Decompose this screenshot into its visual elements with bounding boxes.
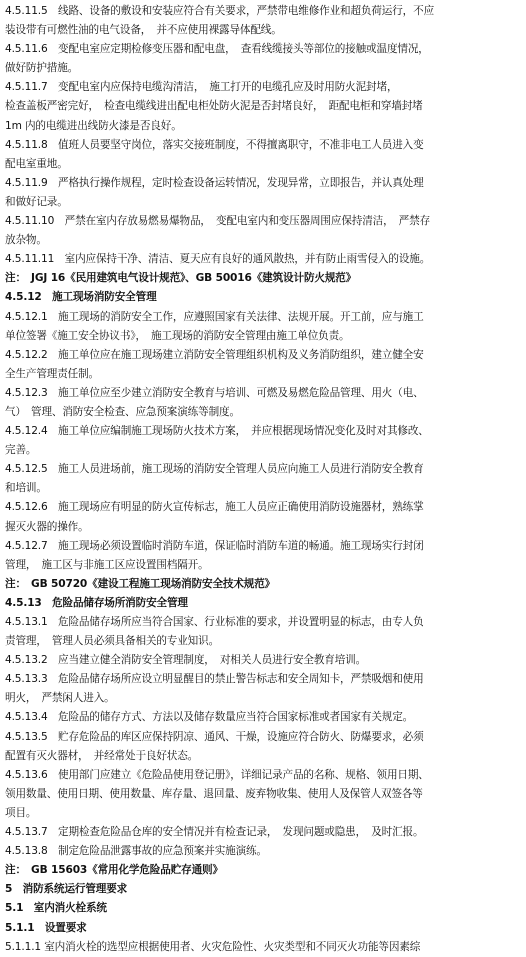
text-line: 4.5.11.8 值班人员要坚守岗位，落实交接班制度，不得擅离职守，不准非电工人员进入变 [5,138,424,151]
section-heading: 注： JGJ 16《民用建筑电气设计规范》、GB 50016《建筑设计防火规范》 [5,272,357,285]
text-line: 完善。 [5,444,37,457]
section-heading: 5.1.1 设置要求 [5,921,87,934]
text-line: 4.5.11.6 变配电室应定期检修变压器和配电盘， 查看线缆接头等部位的接触或温度情况， [5,43,429,56]
text-line: 明火， 严禁闲人进入。 [5,692,115,705]
text-line: 单位签署《施工安全协议书》， 施工现场的消防安全管理由施工单位负责。 [5,329,350,342]
text-line: 配电室重地。 [5,157,68,170]
text-line: 4.5.11.5 线路、设备的敷设和安装应符合有关要求，严禁带电维修作业和超负荷运行，不应 [5,5,435,17]
text-line: 和培训。 [5,482,47,495]
text-line: 配置有灭火器材， 并经常处于良好状态。 [5,749,199,762]
text-line: 全生产管理责任制。 [5,367,99,380]
text-line: 4.5.12.3 施工单位应至少建立消防安全教育与培训、可燃及易燃危险品管理、用火（电、 [5,386,424,399]
text-line: 管理， 施工区与非施工区应设置围档隔开。 [5,558,209,571]
section-heading: 注： GB 50720《建设工程施工现场消防安全技术规范》 [5,577,276,590]
text-line: 4.5.13.7 定期检查危险品仓库的安全情况并有检查记录， 发现问题或隐患， 及时汇报。 [5,826,424,839]
text-line: 握灭火器的操作。 [5,520,89,533]
text-line: 4.5.13.2 应当建立健全消防安全管理制度， 对相关人员进行安全教育培训。 [5,654,367,667]
section-heading: 注： GB 15603《常用化学危险品贮存通则》 [5,864,223,877]
text-line: 4.5.13.6 使用部门应建立《危险品使用登记册》，详细记录产品的名称、规格、领用日期、 [5,768,429,781]
text-line: 4.5.13.8 制定危险品泄露事故的应急预案并实施演练。 [5,845,267,858]
text-line: 领用数量、使用日期、使用数量、库存量、退回量、废弃物收集、使用人及保管人双签各等 [5,787,423,800]
section-heading: 5 消防系统运行管理要求 [5,883,128,896]
text-line: 4.5.13.4 危险品的储存方式、方法以及储存数量应当符合国家标准或者国家有关规定。 [5,711,414,724]
section-heading: 4.5.13 危险品储存场所消防安全管理 [5,596,188,609]
text-line: 5.1.1.1 室内消火栓的选型应根据使用者、火灾危险性、火灾类型和不同灭火功能等因素综 [5,940,421,953]
text-line: 4.5.12.6 施工现场应有明显的防火宣传标志，施工人员应正确使用消防设施器材，熟练掌 [5,501,424,514]
text-line: 4.5.11.7 变配电室内应保持电缆沟清洁， 施工打开的电缆孔应及时用防火泥封堵， [5,81,398,94]
text-line: 责管理， 管理人员必须具备相关的专业知识。 [5,635,220,648]
text-line: 4.5.13.3 危险品储存场所应设立明显醒目的禁止警告标志和安全周知卡，严禁吸烟和使用 [5,673,424,686]
text-line: 4.5.11.9 严格执行操作规程，定时检查设备运转情况，发现异常，立即报告，并认真处理 [5,176,424,189]
text-line: 气） 管理、消防安全检查、应急预案演练等制度。 [5,405,240,418]
text-line: 1m 内的电缆进出线防火漆是否良好。 [5,119,182,132]
text-line: 4.5.12.7 施工现场必须设置临时消防车道，保证临时消防车道的畅通。施工现场实行封闭 [5,539,424,552]
text-line: 装设带有可燃性油的电气设备， 并不应使用裸露导体配线。 [5,24,282,37]
text-line: 放杂物。 [5,234,47,247]
text-line: 项目。 [5,806,37,819]
text-line: 4.5.11.10 严禁在室内存放易燃易爆物品， 变配电室内和变压器周围应保持清洁， 严禁存 [5,215,431,228]
text-line: 和做好记录。 [5,195,68,208]
text-line: 4.5.12.2 施工单位应在施工现场建立消防安全管理组织机构及义务消防组织，建立健全安 [5,348,424,361]
text-line: 4.5.12.5 施工人员进场前，施工现场的消防安全管理人员应向施工人员进行消防安全教育 [5,463,424,476]
text-line: 检查盖板严密完好， 检查电缆线进出配电柜处防火泥是否封堵良好， 距配电柜和穿墙封堵 [5,100,423,113]
section-heading: 5.1 室内消火栓系统 [5,902,107,915]
text-line: 4.5.12.4 施工单位应编制施工现场防火技术方案， 并应根据现场情况变化及时对其修改、 [5,425,429,438]
text-line: 4.5.11.11 室内应保持干净、清洁、夏天应有良好的通风散热，并有防止雨雪侵入的设施。 [5,253,431,266]
text-line: 4.5.13.1 危险品储存场所应当符合国家、行业标准的要求，并设置明显的标志，由专人负 [5,616,424,628]
text-line: 做好防护措施。 [5,62,79,75]
text-line: 4.5.12.1 施工现场的消防安全工作，应遵照国家有关法律、法规开展。开工前，应与施工 [5,310,424,323]
section-heading: 4.5.12 施工现场消防安全管理 [5,291,157,304]
text-line: 4.5.13.5 贮存危险品的库区应保持阴凉、通风、干燥，设施应符合防火、防爆要求，必须 [5,730,424,743]
